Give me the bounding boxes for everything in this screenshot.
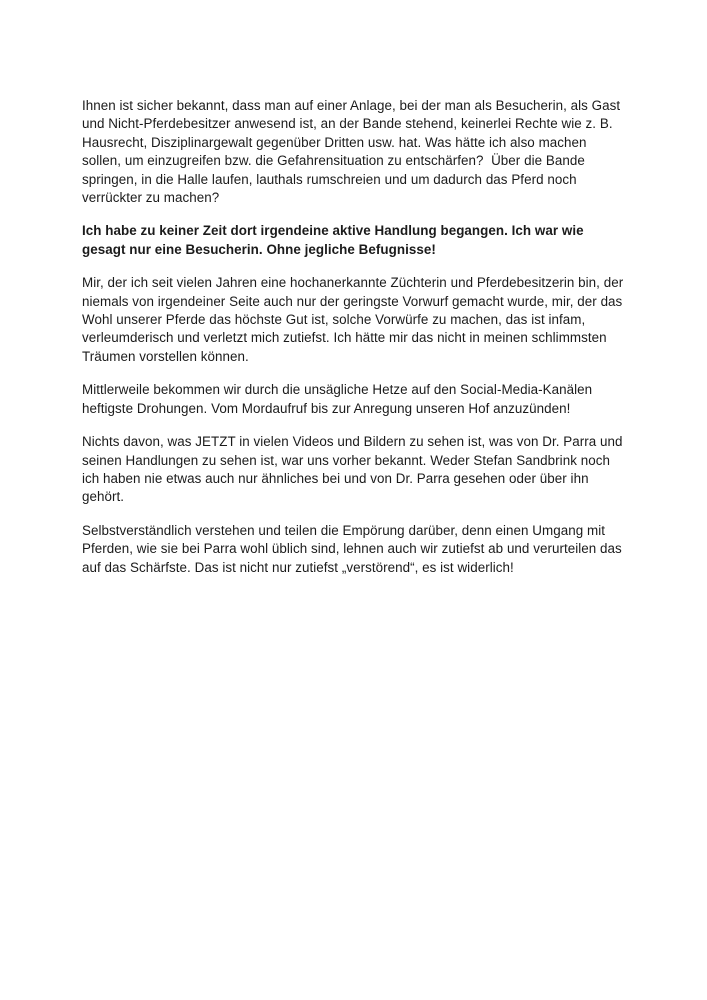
- paragraph: Mir, der ich seit vielen Jahren eine hochanerkannte Züchterin und Pferdebesitzerin bin, der niemals von irgendeiner Seite auch nur der geringste Vorwurf gemacht wurde, mir, der das Wohl unserer Pferde das höchste Gut ist, solche Vorwürfe zu machen, das ist infam, verleumderisch und verletzt mich zutiefst. Ich hätte mir das nicht in meinen schlimmsten Träumen vorstellen können.: [82, 275, 628, 364]
- document-text-body: [82, 97, 629, 592]
- paragraph: Ihnen ist sicher bekannt, dass man auf einer Anlage, bei der man als Besucherin, als Gast und Nicht-Pferdebesitzer anwesend ist, an der Bande stehend, keinerlei Rechte wie z. B. Hausrecht, Disziplinargewalt gegenüber Dritten usw. hat. Was hätte ich also machen sollen, um einzugreifen bzw. die Gefahrensituation zu entschärfen? Über die Bande springen, in die Halle laufen, lauthals rumschreien und um dadurch das Pferd noch verrückter zu machen?: [82, 98, 624, 206]
- paragraph: Selbstverständlich verstehen und teilen die Empörung darüber, denn einen Umgang mit Pferden, wie sie bei Parra wohl üblich sind, lehnen auch wir zutiefst ab und verurteilen das auf das Schärfste. Das ist nicht nur zutiefst „verstörend“, es ist widerlich!: [82, 522, 626, 575]
- paragraph: Mittlerweile bekommen wir durch die unsägliche Hetze auf den Social-Media-Kanälen heftigste Drohungen. Vom Mordaufruf bis zur Anregung unseren Hof anzuzünden!: [82, 382, 596, 416]
- paragraph-bold-statement: Ich habe zu keiner Zeit dort irgendeine aktive Handlung begangen. Ich war wie gesagt nur eine Besucherin. Ohne jegliche Befugnisse!: [82, 223, 588, 257]
- paragraph: Nichts davon, was JETZT in vielen Videos und Bildern zu sehen ist, was von Dr. Parra und seinen Handlungen zu sehen ist, war uns vorher bekannt. Weder Stefan Sandbrink noch ich haben nie etwas auch nur ähnliches bei und von Dr. Parra gesehen oder über ihn gehört.: [82, 434, 627, 505]
